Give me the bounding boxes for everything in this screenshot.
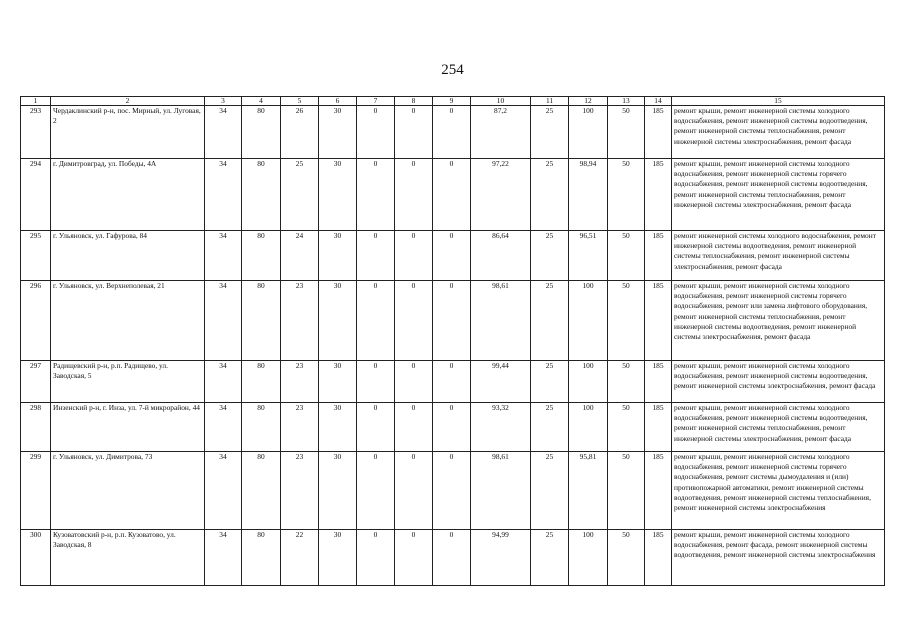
value-cell: 50 <box>608 361 645 403</box>
table-row <box>21 530 885 586</box>
value-cell: 93,32 <box>471 403 531 452</box>
column-header: 4 <box>242 97 281 106</box>
value-cell: 34 <box>205 530 242 586</box>
column-header: 6 <box>319 97 357 106</box>
value-cell: 0 <box>357 106 395 159</box>
value-cell: 185 <box>645 231 672 281</box>
value-cell: 87,2 <box>471 106 531 159</box>
row-number-cell: 298 <box>21 403 51 452</box>
value-cell: 25 <box>531 361 569 403</box>
value-cell: 99,44 <box>471 361 531 403</box>
column-header: 5 <box>281 97 319 106</box>
value-cell: 0 <box>395 159 433 231</box>
value-cell: 0 <box>433 361 471 403</box>
works-cell: ремонт крыши, ремонт инженерной системы холодного водоснабжения, ремонт инженерной системы горячего водоснабжения, ремонт системы дымоудаления и (или) противопожарной автоматики, ремонт инженерной системы водоотведения, ремонт инженерной системы теплоснабжения, ремонт инженерной системы электроснабжения <box>672 452 885 530</box>
table-row <box>21 159 885 231</box>
value-cell: 34 <box>205 231 242 281</box>
value-cell: 0 <box>433 159 471 231</box>
value-cell: 0 <box>433 452 471 530</box>
works-cell: ремонт крыши, ремонт инженерной системы холодного водоснабжения, ремонт инженерной системы горячего водоснабжения, ремонт или замена лифтового оборудования, ремонт инженерной системы теплоснабжения, ремонт инженерной системы водоотведения, ремонт инженерной системы электроснабжения, ремонт фасада <box>672 281 885 361</box>
column-header: 2 <box>51 97 205 106</box>
value-cell: 80 <box>242 159 281 231</box>
row-number-cell: 293 <box>21 106 51 159</box>
value-cell: 0 <box>433 403 471 452</box>
value-cell: 0 <box>395 403 433 452</box>
value-cell: 0 <box>395 106 433 159</box>
value-cell: 97,22 <box>471 159 531 231</box>
value-cell: 80 <box>242 452 281 530</box>
value-cell: 25 <box>531 452 569 530</box>
works-cell: ремонт крыши, ремонт инженерной системы холодного водоснабжения, ремонт инженерной системы горячего водоснабжения, ремонт инженерной системы водоотведения, ремонт инженерной системы теплоснабжения, ремонт инженерной системы электроснабжения, ремонт фасада <box>672 159 885 231</box>
table-header-row <box>21 97 885 106</box>
value-cell: 25 <box>531 231 569 281</box>
value-cell: 95,81 <box>569 452 608 530</box>
value-cell: 50 <box>608 159 645 231</box>
value-cell: 185 <box>645 106 672 159</box>
column-header: 10 <box>471 97 531 106</box>
works-cell: ремонт крыши, ремонт инженерной системы холодного водоснабжения, ремонт фасада, ремонт инженерной системы водоотведения, ремонт инженерной системы электроснабжения <box>672 530 885 586</box>
column-header: 7 <box>357 97 395 106</box>
address-cell: г. Ульяновск, ул. Верхнеполевая, 21 <box>51 281 205 361</box>
value-cell: 25 <box>531 403 569 452</box>
value-cell: 22 <box>281 530 319 586</box>
row-number-cell: 300 <box>21 530 51 586</box>
value-cell: 23 <box>281 361 319 403</box>
value-cell: 0 <box>433 231 471 281</box>
column-header: 9 <box>433 97 471 106</box>
value-cell: 80 <box>242 361 281 403</box>
value-cell: 25 <box>531 281 569 361</box>
value-cell: 34 <box>205 159 242 231</box>
table-row <box>21 403 885 452</box>
value-cell: 0 <box>357 403 395 452</box>
row-number-cell: 295 <box>21 231 51 281</box>
table-row <box>21 231 885 281</box>
value-cell: 100 <box>569 106 608 159</box>
value-cell: 34 <box>205 281 242 361</box>
value-cell: 0 <box>357 231 395 281</box>
value-cell: 23 <box>281 403 319 452</box>
column-header: 11 <box>531 97 569 106</box>
row-number-cell: 296 <box>21 281 51 361</box>
value-cell: 0 <box>357 361 395 403</box>
table-row <box>21 106 885 159</box>
row-number-cell: 297 <box>21 361 51 403</box>
value-cell: 30 <box>319 452 357 530</box>
page-number: 254 <box>441 62 464 78</box>
value-cell: 30 <box>319 361 357 403</box>
value-cell: 25 <box>531 159 569 231</box>
column-header: 1 <box>21 97 51 106</box>
value-cell: 0 <box>395 361 433 403</box>
value-cell: 80 <box>242 403 281 452</box>
works-cell: ремонт крыши, ремонт инженерной системы холодного водоснабжения, ремонт инженерной системы водоотведения, ремонт инженерной системы электроснабжения, ремонт фасада <box>672 361 885 403</box>
value-cell: 25 <box>531 530 569 586</box>
value-cell: 0 <box>357 452 395 530</box>
value-cell: 26 <box>281 106 319 159</box>
value-cell: 0 <box>395 530 433 586</box>
column-header: 8 <box>395 97 433 106</box>
value-cell: 0 <box>357 530 395 586</box>
value-cell: 0 <box>395 452 433 530</box>
table-row <box>21 452 885 530</box>
address-cell: г. Димитровград, ул. Победы, 4А <box>51 159 205 231</box>
value-cell: 34 <box>205 452 242 530</box>
value-cell: 34 <box>205 361 242 403</box>
column-header: 14 <box>645 97 672 106</box>
address-cell: Инзенский р-н, г. Инза, ул. 7-й микрорайон, 44 <box>51 403 205 452</box>
value-cell: 185 <box>645 159 672 231</box>
column-header: 13 <box>608 97 645 106</box>
value-cell: 30 <box>319 530 357 586</box>
address-cell: г. Ульяновск, ул. Гафурова, 84 <box>51 231 205 281</box>
value-cell: 23 <box>281 452 319 530</box>
value-cell: 30 <box>319 281 357 361</box>
address-cell: Кузоватовский р-н, р.п. Кузоватово, ул. Заводская, 8 <box>51 530 205 586</box>
table-row <box>21 281 885 361</box>
value-cell: 0 <box>433 281 471 361</box>
works-cell: ремонт инженерной системы холодного водоснабжения, ремонт инженерной системы водоотведения, ремонт инженерной системы теплоснабжения, ремонт инженерной системы электроснабжения, ремонт фасада <box>672 231 885 281</box>
value-cell: 30 <box>319 403 357 452</box>
value-cell: 185 <box>645 403 672 452</box>
value-cell: 94,99 <box>471 530 531 586</box>
value-cell: 50 <box>608 403 645 452</box>
value-cell: 0 <box>395 281 433 361</box>
value-cell: 185 <box>645 361 672 403</box>
value-cell: 185 <box>645 530 672 586</box>
value-cell: 80 <box>242 106 281 159</box>
value-cell: 23 <box>281 281 319 361</box>
value-cell: 34 <box>205 106 242 159</box>
capital-repair-table <box>20 96 885 586</box>
value-cell: 50 <box>608 231 645 281</box>
value-cell: 98,94 <box>569 159 608 231</box>
value-cell: 100 <box>569 281 608 361</box>
value-cell: 100 <box>569 361 608 403</box>
works-cell: ремонт крыши, ремонт инженерной системы холодного водоснабжения, ремонт инженерной системы водоотведения, ремонт инженерной системы теплоснабжения, ремонт инженерной системы электроснабжения, ремонт фасада <box>672 403 885 452</box>
value-cell: 98,61 <box>471 281 531 361</box>
value-cell: 0 <box>395 231 433 281</box>
value-cell: 24 <box>281 231 319 281</box>
value-cell: 50 <box>608 281 645 361</box>
row-number-cell: 294 <box>21 159 51 231</box>
address-cell: Чердаклинский р-н, пос. Мирный, ул. Луговая, 2 <box>51 106 205 159</box>
column-header: 15 <box>672 97 885 106</box>
column-header: 3 <box>205 97 242 106</box>
value-cell: 30 <box>319 159 357 231</box>
value-cell: 34 <box>205 403 242 452</box>
value-cell: 80 <box>242 281 281 361</box>
value-cell: 185 <box>645 281 672 361</box>
value-cell: 25 <box>531 106 569 159</box>
value-cell: 96,51 <box>569 231 608 281</box>
address-cell: Радищевский р-н, р.п. Радищево, ул. Заводская, 5 <box>51 361 205 403</box>
value-cell: 0 <box>357 281 395 361</box>
value-cell: 98,61 <box>471 452 531 530</box>
value-cell: 100 <box>569 530 608 586</box>
value-cell: 100 <box>569 403 608 452</box>
value-cell: 185 <box>645 452 672 530</box>
value-cell: 86,64 <box>471 231 531 281</box>
value-cell: 30 <box>319 231 357 281</box>
value-cell: 0 <box>433 530 471 586</box>
value-cell: 80 <box>242 231 281 281</box>
column-header: 12 <box>569 97 608 106</box>
address-cell: г. Ульяновск, ул. Димитрова, 73 <box>51 452 205 530</box>
value-cell: 50 <box>608 530 645 586</box>
value-cell: 0 <box>433 106 471 159</box>
value-cell: 50 <box>608 106 645 159</box>
value-cell: 25 <box>281 159 319 231</box>
value-cell: 50 <box>608 452 645 530</box>
value-cell: 80 <box>242 530 281 586</box>
row-number-cell: 299 <box>21 452 51 530</box>
value-cell: 30 <box>319 106 357 159</box>
works-cell: ремонт крыши, ремонт инженерной системы холодного водоснабжения, ремонт инженерной системы водоотведения, ремонт инженерной системы теплоснабжения, ремонт инженерной системы электроснабжения, ремонт фасада <box>672 106 885 159</box>
table-row <box>21 361 885 403</box>
value-cell: 0 <box>357 159 395 231</box>
